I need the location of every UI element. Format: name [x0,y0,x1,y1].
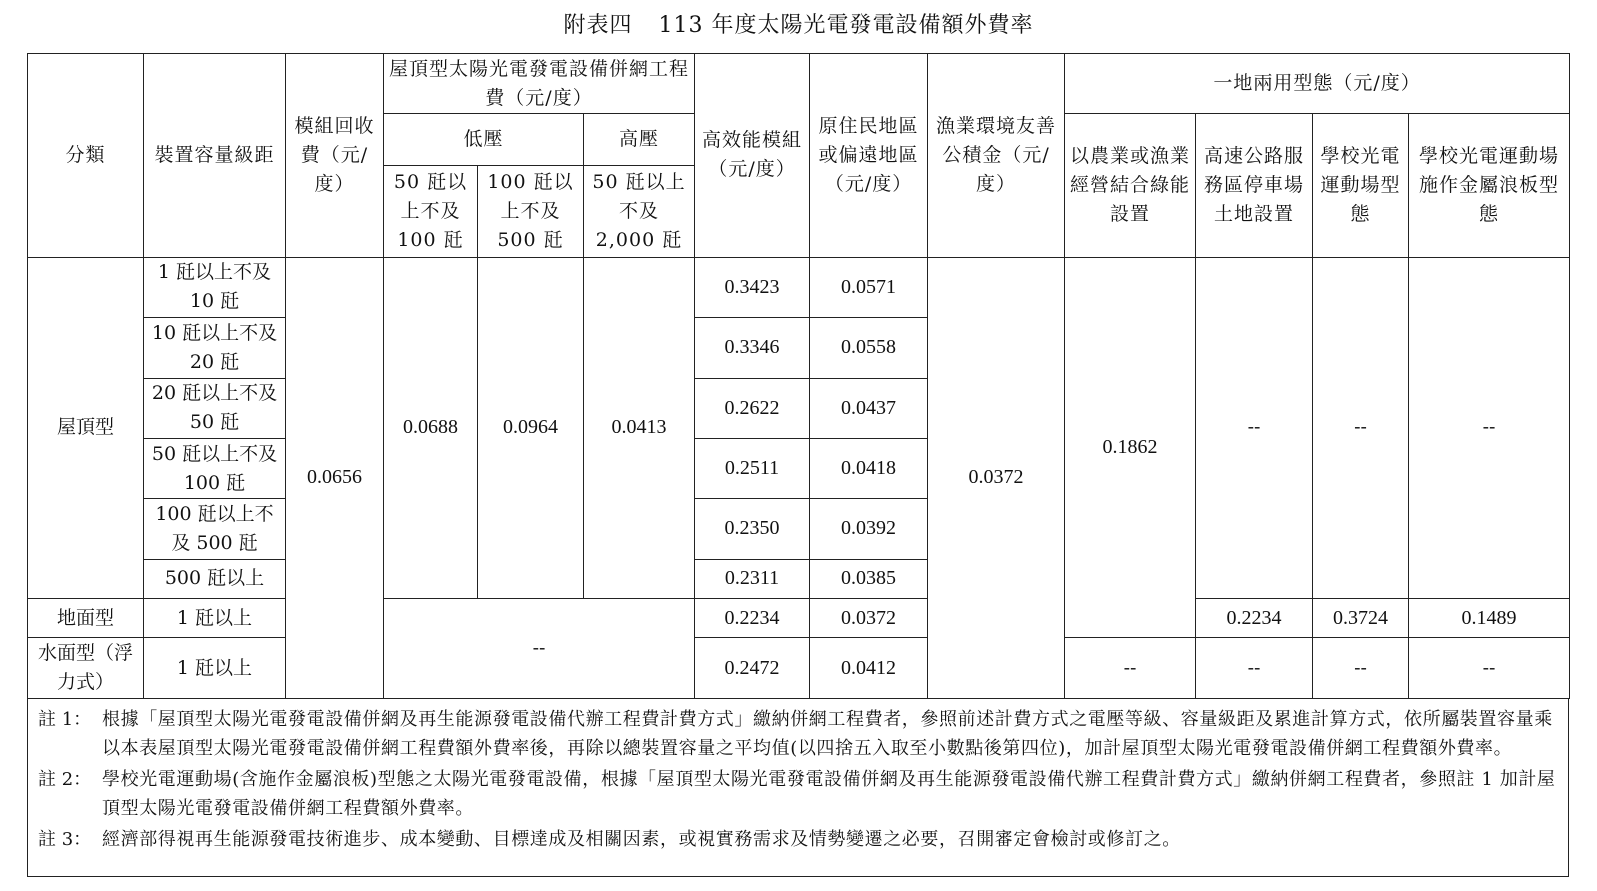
high-eff-cell: 0.2350 [695,499,810,559]
header-lv-50-100: 50 瓩以上不及 100 瓩 [384,165,478,257]
high-eff-cell: 0.2234 [695,598,810,638]
header-fishery: 漁業環境友善公積金（元/度） [928,54,1065,258]
table-row [28,598,1570,638]
header-capacity: 裝置容量級距 [144,54,286,258]
footnote-2 [38,765,1560,823]
category-ground: 地面型 [28,598,144,638]
rooftop-highway-value: -- [1196,257,1313,598]
header-module-recycle: 模組回收費（元/度） [286,54,384,258]
indigenous-cell: 0.0571 [810,257,928,317]
indigenous-cell: 0.0418 [810,438,928,498]
capacity-cell: 1 瓩以上不及 10 瓩 [144,257,286,317]
header-high-efficiency: 高效能模組（元/度） [695,54,810,258]
header-grid-group: 屋頂型太陽光電發電設備併網工程費（元/度） [384,54,695,114]
fishery-value: 0.0372 [928,257,1065,698]
rooftop-school-facility-value: -- [1409,257,1570,598]
ground-school-facility-value: 0.1489 [1409,598,1570,638]
indigenous-cell: 0.0385 [810,559,928,598]
footnote-text: 學校光電運動場(含施作金屬浪板)型態之太陽光電發電設備，根據「屋頂型太陽光電發電設備併網及再生能源發電設備代辦工程費計費方式」繳納併網工程費者，參照註 1 加計屋頂型太陽光電發電設備併網工程費額外費率。 [102,769,1556,819]
header-category: 分類 [28,54,144,258]
capacity-cell: 500 瓩以上 [144,559,286,598]
indigenous-cell: 0.0558 [810,318,928,378]
footnote-label: 註 3： [38,829,92,850]
header-hv-50-2000: 50 瓩以上不及 2,000 瓩 [584,165,695,257]
indigenous-cell: 0.0437 [810,378,928,438]
header-indigenous: 原住民地區或偏遠地區（元/度） [810,54,928,258]
header-school-field: 學校光電運動場型態 [1313,114,1409,257]
header-lv-100-500: 100 瓩以上不及 500 瓩 [478,165,584,257]
floating-highway-value: -- [1196,638,1313,699]
header-high-voltage: 高壓 [584,114,695,165]
floating-school-field-value: -- [1313,638,1409,699]
capacity-cell: 1 瓩以上 [144,598,286,638]
footnote-label: 註 1： [38,709,92,730]
module-recycle-value: 0.0656 [286,257,384,698]
title-prefix: 附表四 [563,13,633,38]
indigenous-cell: 0.0372 [810,598,928,638]
grid-fee-na: -- [384,598,695,698]
high-eff-cell: 0.3423 [695,257,810,317]
footnote-1 [38,705,1560,763]
title-main: 113 年度太陽光電發電設備額外費率 [658,13,1034,38]
indigenous-cell: 0.0392 [810,499,928,559]
ground-highway-value: 0.2234 [1196,598,1313,638]
lv-50-100-value: 0.0688 [384,257,478,598]
footnotes [27,699,1569,877]
high-eff-cell: 0.2511 [695,438,810,498]
rate-table [27,53,1570,699]
high-eff-cell: 0.2622 [695,378,810,438]
footnote-text: 經濟部得視再生能源發電技術進步、成本變動、目標達成及相關因素，或視實務需求及情勢變遷之必要，召開審定會檢討或修訂之。 [102,829,1181,850]
rooftop-school-field-value: -- [1313,257,1409,598]
agri-value: 0.1862 [1065,257,1196,638]
ground-school-field-value: 0.3724 [1313,598,1409,638]
high-eff-cell: 0.3346 [695,318,810,378]
floating-school-facility-value: -- [1409,638,1570,699]
header-school-facility: 學校光電運動場施作金屬浪板型態 [1409,114,1570,257]
header-dual-use-group: 一地兩用型態（元/度） [1065,54,1570,114]
capacity-cell: 100 瓩以上不及 500 瓩 [144,499,286,559]
header-agri: 以農業或漁業經營結合綠能設置 [1065,114,1196,257]
table-title [0,8,1597,39]
capacity-cell: 1 瓩以上 [144,638,286,699]
floating-agri-value: -- [1065,638,1196,699]
hv-50-2000-value: 0.0413 [584,257,695,598]
indigenous-cell: 0.0412 [810,638,928,699]
capacity-cell: 50 瓩以上不及 100 瓩 [144,438,286,498]
high-eff-cell: 0.2472 [695,638,810,699]
header-highway: 高速公路服務區停車場土地設置 [1196,114,1313,257]
table-row [28,257,1570,317]
footnote-text: 根據「屋頂型太陽光電發電設備併網及再生能源發電設備代辦工程費計費方式」繳納併網工程費者，參照前述計費方式之電壓等級、容量級距及累進計算方式，依所屬裝置容量乘以本表屋頂型太陽光電發電設備併網工程費額外費率後，再除以總裝置容量之平均值(以四捨五入取至小數點後第四位)，加計屋頂型太陽光電發電設備併網工程費額外費率。 [102,709,1553,759]
capacity-cell: 10 瓩以上不及 20 瓩 [144,318,286,378]
category-floating: 水面型（浮力式） [28,638,144,699]
high-eff-cell: 0.2311 [695,559,810,598]
category-rooftop: 屋頂型 [28,257,144,598]
lv-100-500-value: 0.0964 [478,257,584,598]
table-row [28,638,1570,699]
footnote-3 [38,825,1560,854]
capacity-cell: 20 瓩以上不及 50 瓩 [144,378,286,438]
header-low-voltage: 低壓 [384,114,584,165]
footnote-label: 註 2： [38,769,92,790]
